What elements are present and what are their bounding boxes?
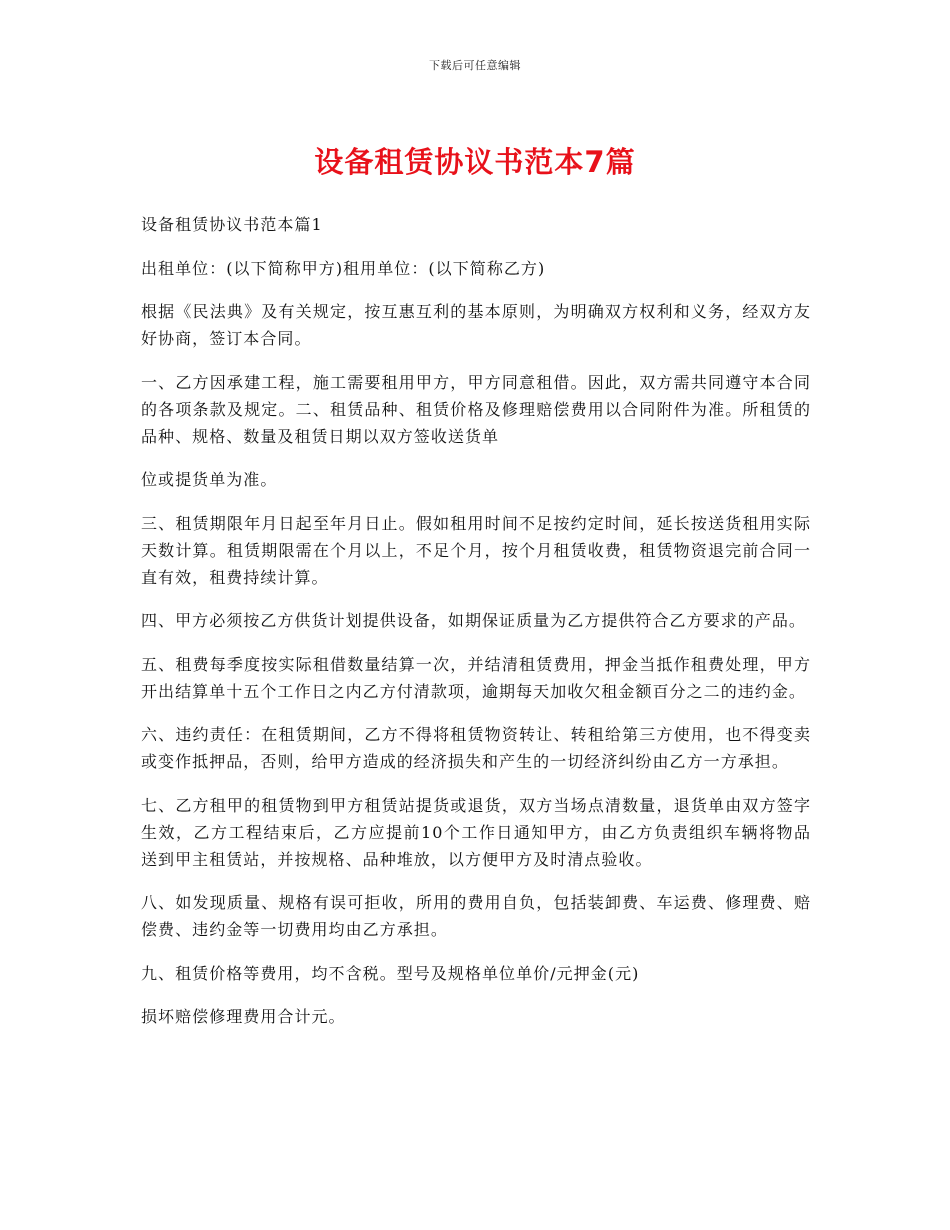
clause-7: 七、乙方租甲的租赁物到甲方租赁站提货或退货，双方当场点清数量，退货单由双方签字生效，乙方工程结束后，乙方应提前10个工作日通知甲方，由乙方负责组织车辆将物品送到甲主租赁站，并按规格、品种堆放，以方便甲方及时清点验收。: [141, 795, 811, 869]
section-heading: 设备租赁协议书范本篇1: [141, 215, 323, 234]
clause-5: 五、租费每季度按实际租借数量结算一次，并结清租赁费用，押金当抵作租费处理，甲方开出结算单十五个工作日之内乙方付清款项，逾期每天加收欠租金额百分之二的违约金。: [141, 654, 811, 701]
clause-9: 九、租赁价格等费用，均不含税。型号及规格单位单价/元押金(元): [141, 963, 640, 983]
document-body: [141, 211, 811, 1047]
parties-line: 出租单位：(以下简称甲方)租用单位：(以下简称乙方): [141, 258, 546, 278]
clause-2-continuation: 位或提货单为准。: [141, 470, 278, 489]
repair-cost-line: 损坏赔偿修理费用合计元。: [141, 1007, 346, 1026]
clause-4: 四、甲方必须按乙方供货计划提供设备，如期保证质量为乙方提供符合乙方要求的产品。: [141, 611, 806, 630]
download-note: 下载后可任意编辑: [429, 59, 521, 72]
document-title: 设备租赁协议书范本7篇: [314, 145, 636, 179]
preamble-paragraph: 根据《民法典》及有关规定，按互惠互利的基本原则，为明确双方权利和义务，经双方友好协商，签订本合同。: [141, 302, 811, 348]
clause-8: 八、如发现质量、规格有误可拒收，所用的费用自负，包括装卸费、车运费、修理费、赔偿费、违约金等一切费用均由乙方承担。: [141, 893, 811, 939]
clause-3: 三、租赁期限年月日起至年月日止。假如租用时间不足按约定时间，延长按送货租用实际天数计算。租赁期限需在个月以上，不足个月，按个月租赁收费，租赁物资退完前合同一直有效，租费持续计算。: [141, 513, 811, 587]
clause-1-2: 一、乙方因承建工程，施工需要租用甲方，甲方同意租借。因此，双方需共同遵守本合同的各项条款及规定。二、租赁品种、租赁价格及修理赔偿费用以合同附件为准。所租赁的品种、规格、数量及租赁日期以双方签收送货单: [141, 372, 811, 446]
clause-6: 六、违约责任：在租赁期间，乙方不得将租赁物资转让、转租给第三方使用，也不得变卖或变作抵押品，否则，给甲方造成的经济损失和产生的一切经济纠纷由乙方一方承担。: [141, 725, 811, 771]
